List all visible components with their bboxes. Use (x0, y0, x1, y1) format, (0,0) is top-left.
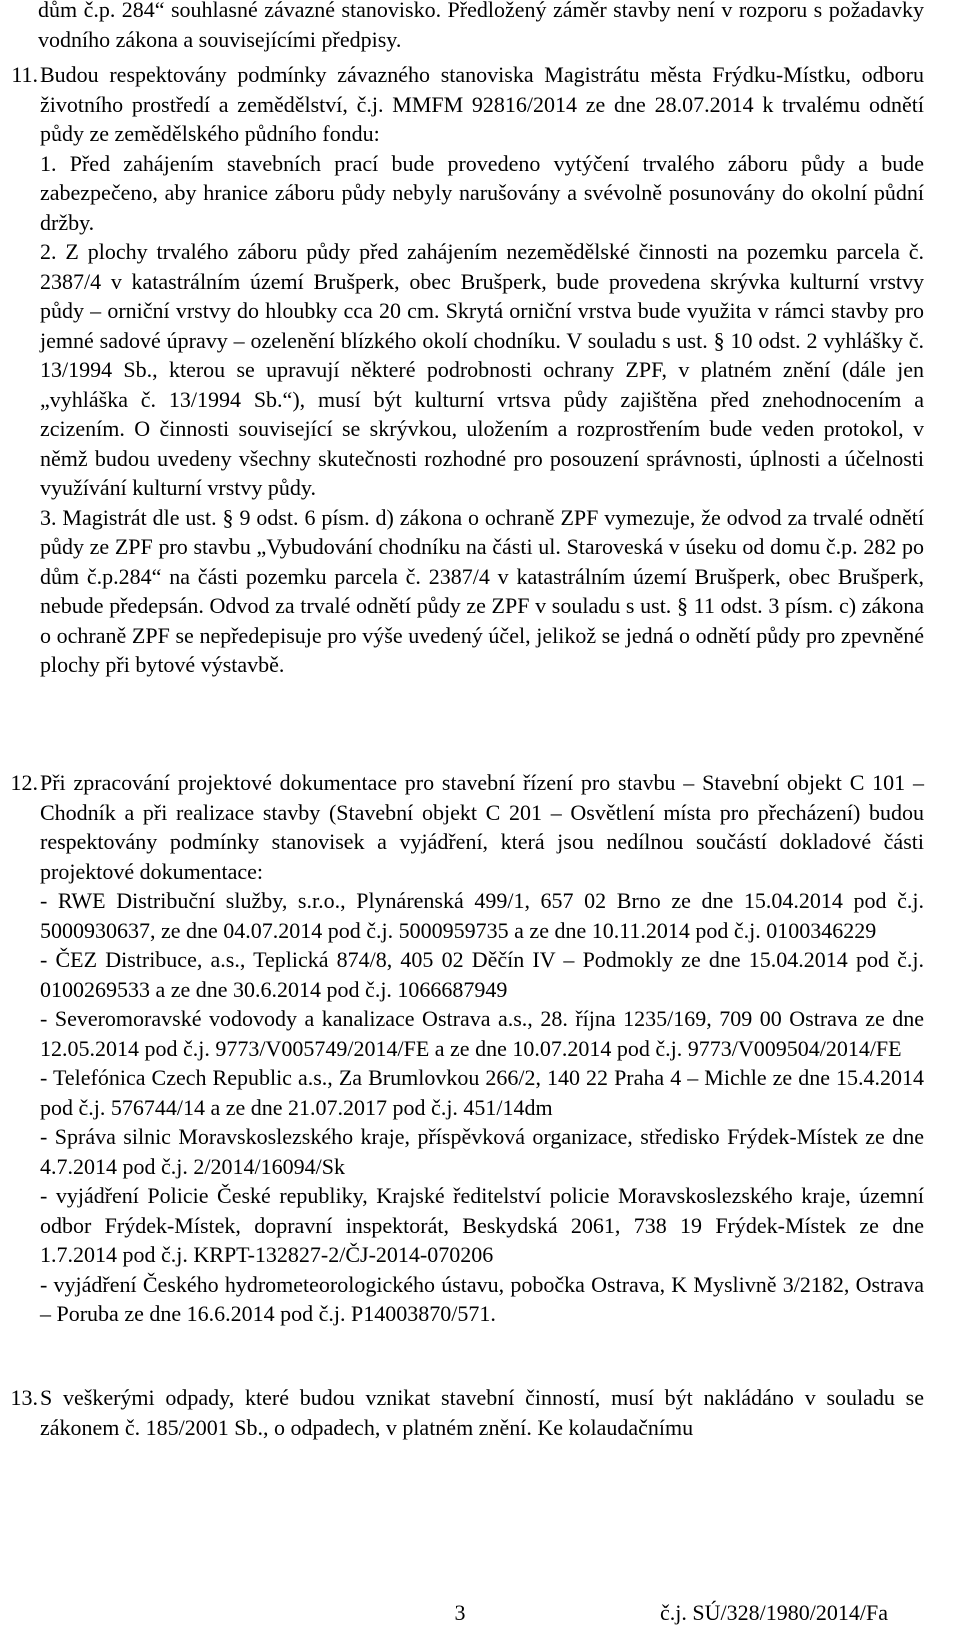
item-paragraph: Budou respektovány podmínky závazného stanoviska Magistrátu města Frýdku-Místku, odboru životního prostředí a zemědělství, č.j. MMFM 92816/2014 ze dne 28.07.2014 k trvalému odnětí půdy ze zemědělského půdního fondu: (40, 62, 924, 146)
item-paragraph: - Severomoravské vodovody a kanalizace Ostrava a.s., 28. října 1235/169, 709 00 Ostrava ze dne 12.05.2014 pod č.j. 9773/V005749/2014/FE a ze dne 10.07.2014 pod č.j. 9773/V009504/2014/FE (40, 1006, 924, 1061)
item-body (40, 1383, 924, 1442)
item-body (40, 768, 924, 1329)
item-paragraph: Při zpracování projektové dokumentace pro stavební řízení pro stavbu – Stavební objekt C 101 – Chodník a při realizace stavby (Stavební objekt C 201 – Osvětlení místa pro přecházení) budou respektovány podmínky stanovisek a vyjádření, která jsou nedílnou součástí dokladové části projektové dokumentace: (40, 770, 924, 884)
item-paragraph: - Správa silnic Moravskoslezského kraje, příspěvková organizace, středisko Frýdek-Místek ze dne 4.7.2014 pod č.j. 2/2014/16094/Sk (40, 1124, 924, 1179)
page-number: 3 (454, 1600, 466, 1625)
item-number: 11. (11, 62, 38, 87)
document-reference: č.j. SÚ/328/1980/2014/Fa (660, 1600, 888, 1625)
item-body (40, 60, 924, 680)
intro-paragraph: dům č.p. 284“ souhlasné závazné stanovisko. Předložený záměr stavby není v rozporu s požadavky vodního zákona a souvisejícími předpisy. (38, 0, 924, 52)
item-paragraph: 1. Před zahájením stavebních prací bude provedeno vytýčení trvalého záboru půdy a bude zabezpečeno, aby hranice záboru půdy nebyly narušovány a svévolně posunovány do okolní půdní držby. (40, 150, 924, 235)
item-paragraph: - vyjádření Policie České republiky, Krajské ředitelství policie Moravskoslezského kraje, územní odbor Frýdek-Místek, dopravní inspektorát, Beskydská 2061, 738 19 Frýdek-Místek ze dne 1.7.2014 pod č.j. KRPT-132827-2/ČJ-2014-070206 (40, 1183, 924, 1267)
item-paragraph: - vyjádření Českého hydrometeorologického ústavu, pobočka Ostrava, K Myslivně 3/2182, Ostrava – Poruba ze dne 16.6.2014 pod č.j. P14003870/571. (40, 1271, 924, 1326)
item-paragraph: - Telefónica Czech Republic a.s., Za Brumlovkou 266/2, 140 22 Praha 4 – Michle ze dne 15.4.2014 pod č.j. 576744/14 a ze dne 21.07.2017 pod č.j. 451/14dm (40, 1065, 924, 1120)
item-number: 13. (10, 1385, 38, 1410)
item-paragraph: - RWE Distribuční služby, s.r.o., Plynárenská 499/1, 657 02 Brno ze dne 15.04.2014 pod č.j. 5000930637, ze dne 04.07.2014 pod č.j. 5000959735 a ze dne 10.11.2014 pod č.j. 0100346229 (40, 888, 924, 943)
item-paragraph: S veškerými odpady, které budou vznikat stavební činností, musí být nakládáno v souladu se zákonem č. 185/2001 Sb., o odpadech, v platném znění. Ke kolaudačnímu (40, 1385, 924, 1440)
item-paragraph: 2. Z plochy trvalého záboru půdy před zahájením nezemědělské činnosti na pozemku parcela č. 2387/4 v katastrálním území Brušperk, obec Brušperk, bude provedena skrývka kulturní vrstvy půdy – orniční vrstvy do hloubky cca 20 cm. Skrytá orniční vrstva bude využita v rámci stavby pro jemné sadové úpravy – ozelenění blízkého okolí chodníku. V souladu s ust. § 10 odst. 2 vyhlášky č. 13/1994 Sb., kterou se upravují některé podrobnosti ochrany ZPF, v platném znění (dále jen „vyhláška č. 13/1994 Sb.“), musí být kulturní vrtsva půdy zajištěna před znehodnocením a zcizením. O činnosti související se skrývkou, uložením a rozprostřením bude veden protokol, v němž budou uvedeny všechny skutečnosti rozhodné pro posouzení správnosti, úplnosti a účelnosti využívání kulturní vrstvy půdy. (40, 239, 924, 500)
item-paragraph: 3. Magistrát dle ust. § 9 odst. 6 písm. d) zákona o ochraně ZPF vymezuje, že odvod za trvalé odnětí půdy ze ZPF pro stavbu „Vybudování chodníku na části ul. Staroveská v úseku od domu č.p. 282 po dům č.p.284“ na části pozemku parcela č. 2387/4 v katastrálním území Brušperk, obec Brušperk, nebude předepsán. Odvod za trvalé odnětí půdy ze ZPF v souladu s ust. § 11 odst. 3 písm. c) zákona o ochraně ZPF se nepředepisuje pro výše uvedený účel, jelikož se jedná o odnětí půdy pro zpevněné plochy při bytové výstavbě. (40, 504, 924, 677)
item-paragraph: - ČEZ Distribuce, a.s., Teplická 874/8, 405 02 Děčín IV – Podmokly ze dne 15.04.2014 pod č.j. 0100269533 a ze dne 30.6.2014 pod č.j. 1066687949 (40, 947, 924, 1002)
item-number: 12. (10, 770, 38, 795)
